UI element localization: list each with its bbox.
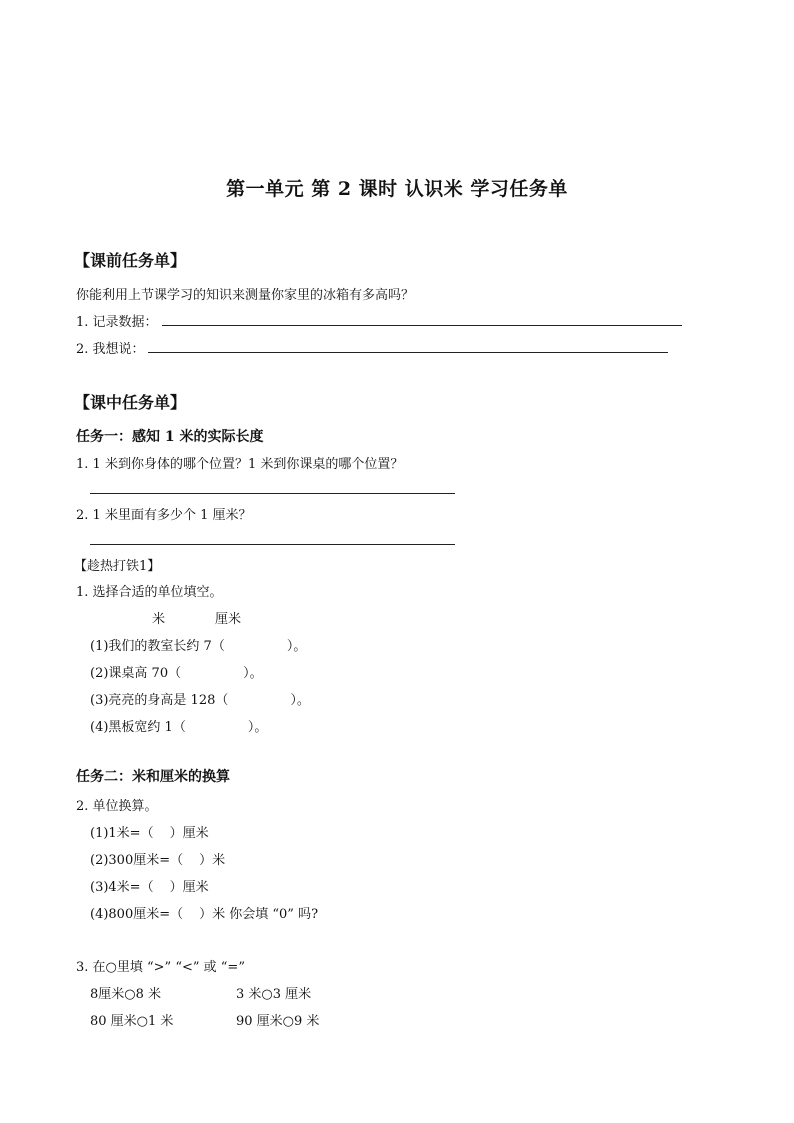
task1-question1: 1. 1 米到你身体的哪个位置？1 米到你课桌的哪个位置？: [76, 457, 404, 472]
task1-answer-line-1[interactable]: [90, 493, 455, 494]
compare-item-1: 8厘米○8 米: [90, 987, 162, 1002]
conversion-item-3: (3)4米=（ ）厘米: [90, 880, 209, 895]
conversion-item-1: (1)1米=（ ）厘米: [90, 826, 209, 841]
record-data-answer-line[interactable]: [162, 325, 682, 326]
pre-class-question: 你能利用上节课学习的知识来测量你家里的冰箱有多高吗？: [76, 288, 415, 303]
task2-question2: 2. 单位换算。: [76, 799, 158, 814]
practice-item-2: (2)课桌高 70（ ）。: [90, 666, 263, 681]
unit-option-centimeter: 厘米: [215, 612, 242, 627]
in-class-heading: 【课中任务单】: [74, 393, 187, 412]
i-think-answer-line[interactable]: [148, 352, 668, 353]
pre-class-heading: 【课前任务单】: [74, 251, 187, 270]
task1-question2: 2. 1 米里面有多少个 1 厘米？: [76, 508, 252, 523]
page-title: 第一单元 第 2 课时 认识米 学习任务单: [226, 178, 568, 200]
task2-question3: 3. 在○里填 “>” “<” 或 “=”: [76, 960, 245, 975]
task1-heading: 任务一：感知 1 米的实际长度: [76, 429, 264, 445]
practice-item-3: (3)亮亮的身高是 128（ ）。: [90, 693, 310, 708]
practice-heading: 【趁热打铁1】: [74, 559, 161, 574]
task2-heading: 任务二：米和厘米的换算: [76, 769, 230, 785]
task1-answer-line-2[interactable]: [90, 544, 455, 545]
conversion-item-4: (4)800厘米=（ ）米 你会填 “0” 吗?: [90, 907, 319, 922]
compare-item-3: 80 厘米○1 米: [90, 1014, 174, 1029]
conversion-item-2: (2)300厘米=（ ）米: [90, 853, 226, 868]
unit-option-meter: 米: [152, 612, 166, 627]
practice-question1: 1. 选择合适的单位填空。: [76, 585, 223, 600]
compare-item-4: 90 厘米○9 米: [236, 1014, 320, 1029]
compare-item-2: 3 米○3 厘米: [236, 987, 312, 1002]
practice-item-4: (4)黑板宽约 1（ ）。: [90, 720, 268, 735]
i-think-label: 2. 我想说：: [76, 342, 145, 357]
record-data-label: 1. 记录数据：: [76, 315, 158, 330]
practice-item-1: (1)我们的教室长约 7（ ）。: [90, 639, 307, 654]
